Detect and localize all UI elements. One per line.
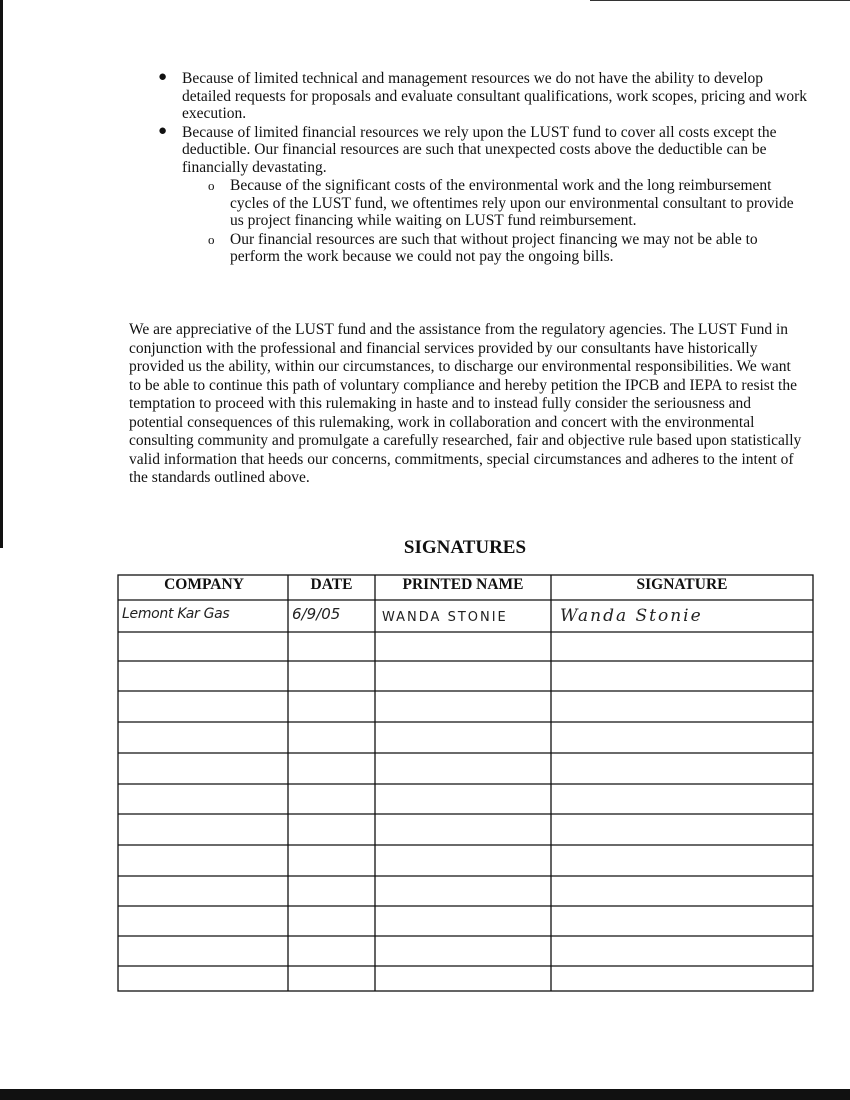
column-header-date: DATE [310,576,353,593]
scan-edge-top [590,0,850,1]
column-header-company: COMPANY [164,576,244,593]
signature-table-grid [116,574,814,992]
bullet-dot-icon: ● [158,122,168,139]
bullet-text: Because of limited technical and management resources we do not have the ability to develop detailed requests for proposals and evaluate consultant qualifications, work scopes, pricing and work execution. [182,70,807,122]
cell-signature: Wanda Stonie [560,606,703,626]
concerns-bullet-list [150,70,810,266]
sub-bullet-text: Because of the significant costs of the environmental work and the long reimbursement cycles of the LUST fund, we oftentimes rely upon our environmental consultant to provide us project financing while waiting on LUST fund reimbursement. [230,177,794,229]
sub-bullet-item-financing [150,231,810,266]
sub-bullet-item-costs [150,177,810,230]
bullet-item-financial [150,124,810,177]
sub-bullet-circle-icon: o [208,231,215,247]
petition-paragraph: We are appreciative of the LUST fund and the assistance from the regulatory agencies. The LUST Fund in conjunction with the professional and financial services provided by our consultants have historically provided us the ability, within our circumstances, to discharge our environmental responsibilities. We want to be able to continue this path of voluntary compliance and hereby petition the IPCB and IEPA to resist the temptation to proceed with this rulemaking in haste and to instead fully consider the seriousness and potential consequences of this rulemaking, work in collaboration and concert with the environmental consulting community and promulgate a carefully researched, fair and objective rule based upon statistically valid information that heeds our concerns, commitments, special circumstances and adheres to the intent of the standards outlined above. [129,321,802,486]
bullet-text: Because of limited financial resources we rely upon the LUST fund to cover all costs except the deductible. Our financial resources are such that unexpected costs above the deductible can be financially devastating. [182,123,777,176]
signatures-heading: SIGNATURES [403,537,527,558]
sub-bullet-text: Our financial resources are such that without project financing we may not be able to perform the work because we could not pay the ongoing bills. [230,230,758,265]
bullet-dot-icon: ● [158,69,168,85]
scan-edge-bottom [0,1089,850,1100]
sub-bullet-circle-icon: o [208,178,215,193]
cell-company: Lemont Kar Gas [122,606,230,622]
cell-date: 6/9/05 [292,605,341,623]
scan-edge-left [0,0,3,548]
cell-printed-name: WANDA STONIE [382,610,508,625]
column-header-signature: SIGNATURE [636,576,728,593]
signature-table [116,574,814,992]
column-header-printed-name: PRINTED NAME [402,576,524,593]
bullet-item-technical [150,70,810,123]
